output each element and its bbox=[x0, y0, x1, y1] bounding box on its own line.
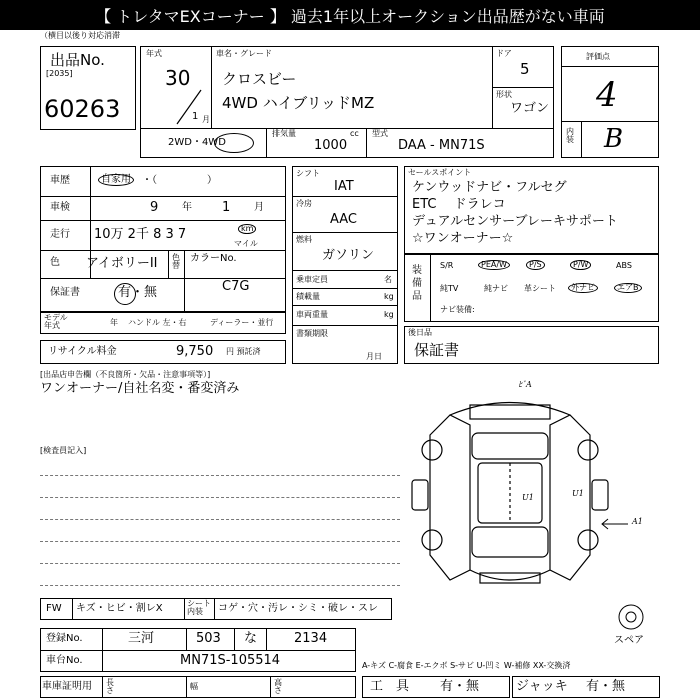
chassis-value: MN71S-105514 bbox=[180, 653, 281, 668]
later-items-label: 後日品 bbox=[408, 328, 432, 337]
color-value: アイボリーII bbox=[86, 256, 158, 271]
seat-value: コゲ・穴・汚レ・シミ・破レ・スレ bbox=[218, 603, 378, 614]
equip-pw: P/W bbox=[570, 260, 591, 270]
recycle-label: リサイクル料金 bbox=[48, 346, 117, 357]
seat-label: シート内装 bbox=[187, 599, 211, 616]
equip-airbag: エアB bbox=[614, 283, 642, 293]
shape-label: 形状 bbox=[496, 90, 512, 99]
model-code-label: 型式 bbox=[372, 129, 388, 138]
displacement-unit: cc bbox=[350, 129, 359, 138]
score-value: 4 bbox=[596, 75, 618, 115]
equip-abs: ABS bbox=[616, 261, 632, 270]
shift-value: IAT bbox=[334, 179, 354, 194]
docs-label: 書類期限 bbox=[296, 329, 328, 338]
ac-label: 冷房 bbox=[296, 199, 312, 208]
drive-circle bbox=[214, 133, 254, 153]
tools-value: 有・無 bbox=[440, 679, 480, 694]
extras-model-label: モデル年式 bbox=[44, 313, 68, 330]
spare-tire-icon bbox=[616, 602, 646, 632]
later-items-value: 保証書 bbox=[414, 341, 460, 359]
capacity-unit: 名 bbox=[384, 275, 392, 284]
interior-value: B bbox=[604, 124, 624, 154]
model-code-value: DAA - MN71S bbox=[398, 138, 485, 153]
doors-label: ドア bbox=[496, 49, 512, 58]
doors-value: 5 bbox=[520, 60, 530, 78]
color-code-label: カラーNo. bbox=[190, 253, 237, 264]
year-month: 1 bbox=[192, 111, 199, 122]
displacement-label: 排気量 bbox=[272, 129, 296, 138]
sales-point-line: ☆ワンオーナー☆ bbox=[412, 231, 514, 246]
history-rest: ・（ ） bbox=[142, 175, 217, 186]
cert-label: 車庫証明用 bbox=[42, 681, 92, 692]
interior-label: 内装 bbox=[566, 127, 574, 144]
registration-kana: な bbox=[244, 631, 258, 646]
displacement-value: 1000 bbox=[314, 138, 348, 153]
weight-unit: kg bbox=[384, 310, 394, 319]
seller-notes-value: ワンオーナー/自社名変・番変済み bbox=[40, 381, 240, 396]
model-name: クロスビー bbox=[222, 70, 297, 88]
fw-label: FW bbox=[46, 603, 62, 614]
chassis-label: 車台No. bbox=[46, 655, 83, 666]
fuel-value: ガソリン bbox=[322, 248, 375, 263]
year-value: 30 bbox=[165, 66, 191, 90]
cert-height: 高さ bbox=[274, 678, 282, 695]
year-month-unit: 月 bbox=[202, 115, 210, 124]
extras-dealer: ディーラー・並行 bbox=[210, 318, 274, 327]
inspection-month-unit: 月 bbox=[254, 202, 264, 213]
diagram-mark-3: A1 bbox=[632, 517, 643, 526]
recycle-unit: 円 預託済 bbox=[226, 347, 261, 356]
equipment-label: 装備品 bbox=[412, 265, 422, 302]
jack-label: ジャッキ bbox=[516, 679, 568, 694]
damage-legend: A-キズ C-腐食 E-エクボ S-サビ U-凹ミ W-補修 XX-交換済 bbox=[362, 661, 571, 670]
equip-ext-navi: 外ナビ bbox=[568, 283, 598, 293]
fw-value: キズ・ヒビ・割レX bbox=[76, 603, 163, 614]
extras-year-unit: 年 bbox=[110, 318, 118, 327]
year-slash bbox=[175, 88, 205, 126]
diagram-mark-1: U1 bbox=[522, 493, 534, 502]
warranty-value: 有・無 bbox=[118, 285, 158, 300]
equip-pea: PEA/W bbox=[478, 260, 510, 270]
year-label: 年式 bbox=[146, 49, 162, 58]
sales-point-line: ケンウッドナビ・フルセグ bbox=[412, 180, 567, 195]
color-label: 色 bbox=[50, 257, 60, 268]
ac-value: AAC bbox=[330, 212, 357, 227]
docs-unit: 月日 bbox=[366, 352, 382, 361]
equip-tv: 純TV bbox=[440, 284, 459, 293]
color-code: C7G bbox=[222, 279, 250, 294]
inspection-year: 9 bbox=[150, 200, 159, 215]
lot-label: 出品No. bbox=[50, 51, 105, 69]
lot-number: 60263 bbox=[44, 95, 121, 123]
history-label: 車歴 bbox=[50, 175, 70, 186]
equip-ps: P/S bbox=[526, 260, 545, 270]
warranty-circle bbox=[114, 283, 136, 305]
inspection-month: 1 bbox=[222, 200, 231, 215]
load-unit: kg bbox=[384, 292, 394, 301]
mileage-digits: 10万 2千 8 3 7 bbox=[94, 227, 187, 242]
lot-small: [2035] bbox=[46, 69, 73, 78]
registration-number: 2134 bbox=[294, 631, 328, 646]
seller-notes-label: [出品店申告欄（不良箇所・欠品・注意事項等）] bbox=[40, 370, 211, 379]
drive-value: 2WD・4WD bbox=[168, 137, 226, 148]
registration-region: 三河 bbox=[128, 631, 155, 646]
history-value: 自家用 bbox=[98, 174, 134, 186]
sales-point-line: ETC ドラレコ bbox=[412, 197, 506, 212]
mileage-mile: マイル bbox=[234, 239, 258, 248]
equip-seat: 革シート bbox=[524, 284, 556, 293]
diagram-front-mark: ﾋﾞA bbox=[518, 380, 532, 389]
header-banner: 【 トレタマEXコーナー 】 過去1年以上オークション出品歴がない車両 bbox=[0, 0, 700, 30]
jack-value: 有・無 bbox=[586, 679, 626, 694]
registration-label: 登録No. bbox=[46, 633, 83, 644]
tools-label: 工 具 bbox=[370, 679, 410, 694]
inspection-label: 車検 bbox=[50, 202, 70, 213]
equip-navi: 純ナビ bbox=[484, 284, 508, 293]
mileage-km: km bbox=[238, 224, 256, 234]
extras-handle: ハンドル 左・右 bbox=[128, 318, 187, 327]
load-label: 積載量 bbox=[296, 292, 320, 301]
cert-length: 長さ bbox=[106, 678, 114, 695]
top-note: （横目以後り対応消滞 bbox=[40, 31, 120, 40]
equip-sr: S/R bbox=[440, 261, 454, 270]
warranty-label: 保証書 bbox=[50, 287, 80, 298]
shape-value: ワゴン bbox=[510, 101, 550, 116]
sales-points-label: セールスポイント bbox=[408, 168, 472, 177]
inspector-label: [検査員記入] bbox=[40, 446, 87, 455]
diagram-arrow bbox=[600, 516, 630, 530]
score-label: 評価点 bbox=[586, 52, 610, 61]
inspection-year-unit: 年 bbox=[182, 202, 192, 213]
sales-point-line: デュアルセンサーブレーキサポート bbox=[412, 214, 618, 229]
registration-class: 503 bbox=[196, 631, 221, 646]
mileage-label: 走行 bbox=[50, 229, 70, 240]
fuel-label: 燃料 bbox=[296, 235, 312, 244]
capacity-label: 乗車定員 bbox=[296, 275, 328, 284]
color-change-label: 色替 bbox=[172, 253, 180, 270]
shift-label: シフト bbox=[296, 169, 320, 178]
equip-navi-label: ナビ装備: bbox=[440, 305, 475, 314]
recycle-value: 9,750 bbox=[176, 344, 214, 359]
diagram-mark-2: U1 bbox=[572, 489, 584, 498]
model-grade: 4WD ハイブリッドMZ bbox=[222, 94, 375, 112]
spare-label: スペア bbox=[614, 635, 644, 646]
cert-width: 幅 bbox=[190, 682, 198, 691]
weight-label: 車両重量 bbox=[296, 310, 328, 319]
model-label: 車名・グレード bbox=[216, 49, 272, 58]
